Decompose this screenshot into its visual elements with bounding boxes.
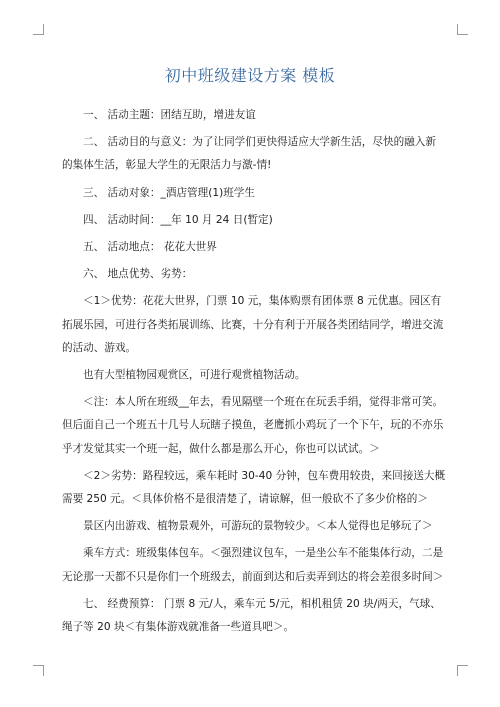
paragraph-advantages: ＜1＞优势：花花大世界，门票 10 元，集体购票有团体票 8 元优惠。园区有拓展乐园，可进行各类拓展训练、比赛，十分有利于开展各类团结同学，增进交流的活动、游戏。 bbox=[62, 295, 444, 354]
crop-mark-bottom-left bbox=[33, 665, 44, 676]
document-body bbox=[62, 104, 446, 643]
paragraph-location-pros-cons: 六、 地点优势、劣势： bbox=[83, 268, 193, 281]
paragraph-transport: 乘车方式：班级集体包车。＜强烈建议包车，一是坐公车不能集体行动，二是无论那一天都不只是你们一个班级去，前面到达和后卖弄到达的将会差很多时间＞ bbox=[62, 547, 444, 583]
document-title: 初中班级建设方案 模板 bbox=[164, 66, 336, 85]
paragraph-scenic-spots: 景区内出游戏、植物景观外，可游玩的景物较少。＜本人觉得也足够玩了＞ bbox=[83, 520, 433, 533]
paragraph-activity-purpose: 二、 活动目的与意义：为了让同学们更快得适应大学新生活，尽快的融入新的集体生活，彰显大学生的无限活力与激-情! bbox=[62, 136, 436, 172]
paragraph-note: ＜注：本人所在班级__年去，看见隔壁一个班在在玩丢手绢，觉得非常可笑。但后面自己一个班五十几号人玩瞎子摸鱼，老鹰抓小鸡玩了一个下午，玩的不亦乐乎才发觉其实一个班一起，做什么都是那么开心，你也可以试试。＞ bbox=[62, 396, 444, 455]
paragraph-activity-location: 五、 活动地点： 花花大世界 bbox=[83, 241, 217, 254]
paragraph-budget: 七、 经费预算： 门票 8 元/人，乘车元 5/元，相机租赁 20 块/两天，气球、绳子等 20 块＜有集体游戏就准备一些道具吧＞。 bbox=[62, 597, 441, 634]
crop-mark-top-left bbox=[33, 24, 44, 35]
crop-mark-top-right bbox=[457, 24, 468, 35]
paragraph-activity-theme: 一、 活动主题：团结互助，增进友谊 bbox=[83, 109, 256, 121]
paragraph-disadvantages: ＜2＞劣势：路程较远，乘车耗时 30-40 分钟，包车费用较贵，来回接送大概需要 250 元。＜具体价格不是很清楚了，请谅解，但一般砍不了多少价格的＞ bbox=[62, 469, 446, 506]
paragraph-activity-target: 三、 活动对象：_酒店管理(1)班学生 bbox=[83, 186, 255, 199]
paragraph-activity-time: 四、 活动时间：__年 10 月 24 日(暂定) bbox=[83, 213, 273, 226]
paragraph-botanical-area: 也有大型植物园观赏区，可进行观赏植物活动。 bbox=[83, 369, 306, 382]
crop-mark-bottom-right bbox=[457, 665, 468, 676]
